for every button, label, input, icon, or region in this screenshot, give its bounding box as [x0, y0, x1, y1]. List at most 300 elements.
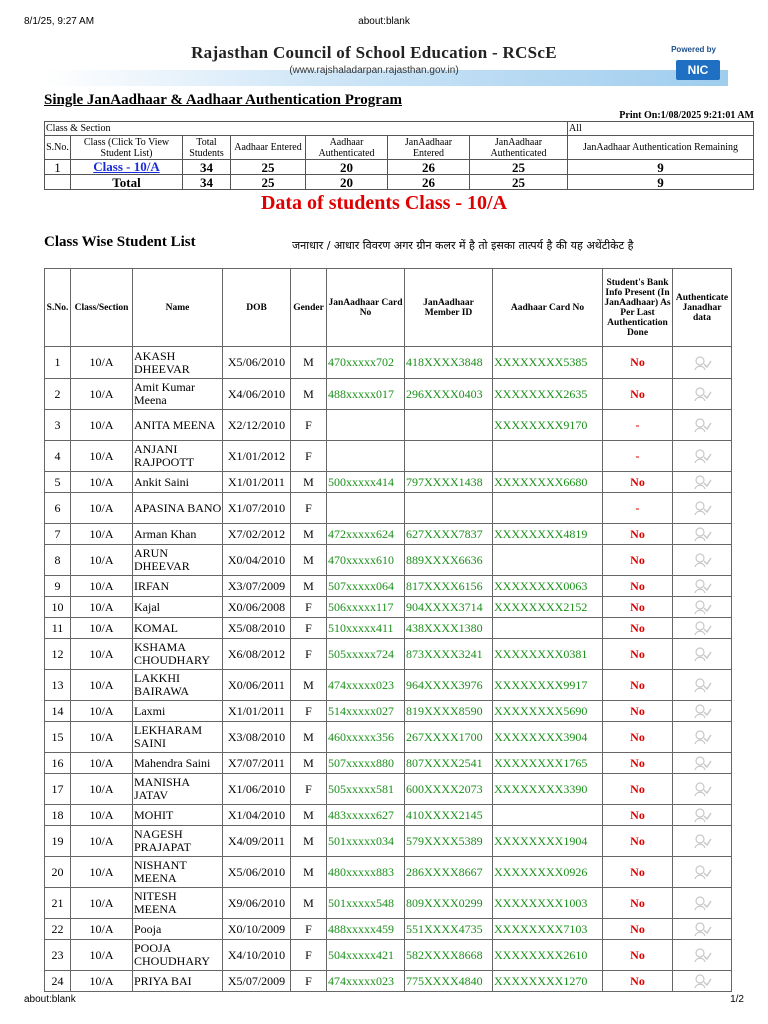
- table-row: [45, 618, 732, 639]
- student-mid-cell: 600XXXX2073: [405, 774, 493, 805]
- student-mid-cell: [405, 410, 493, 441]
- student-mid-cell: 775XXXX4840: [405, 971, 493, 992]
- authenticate-icon[interactable]: [692, 354, 712, 372]
- student-jan-cell: 460xxxxx356: [327, 722, 405, 753]
- student-aad-cell: XXXXXXXX0063: [493, 576, 603, 597]
- student-gender-cell: F: [291, 493, 327, 524]
- class-link-10a[interactable]: Class - 10/A: [93, 158, 160, 174]
- student-cls-cell: 10/A: [71, 597, 133, 618]
- student-mid-cell: 797XXXX1438: [405, 472, 493, 493]
- student-gender-cell: M: [291, 524, 327, 545]
- summary-cell: 34: [183, 160, 231, 175]
- student-table: [44, 268, 732, 992]
- student-name-cell: Arman Khan: [133, 524, 223, 545]
- student-aad-cell: XXXXXXXX6680: [493, 472, 603, 493]
- student-header-row: [45, 269, 732, 347]
- authenticate-icon[interactable]: [692, 946, 712, 964]
- student-aad-cell: XXXXXXXX2610: [493, 940, 603, 971]
- student-aad-cell: XXXXXXXX0926: [493, 857, 603, 888]
- authenticate-cell: [673, 857, 732, 888]
- table-row: [45, 524, 732, 545]
- student-cls-cell: 10/A: [71, 888, 133, 919]
- authenticate-cell: [673, 971, 732, 992]
- hindi-note: जनाधार / आधार विवरण अगर ग्रीन कलर में है तो इसका तात्पर्य है की यह अथेंटीकेट है: [292, 239, 634, 252]
- print-header: [24, 16, 744, 30]
- authenticate-icon[interactable]: [692, 645, 712, 663]
- summary-header: Class (Click To View Student List): [71, 136, 183, 160]
- authenticate-cell: [673, 919, 732, 940]
- authenticate-icon[interactable]: [692, 972, 712, 990]
- student-dob-cell: X1/01/2012: [223, 441, 291, 472]
- student-gender-cell: F: [291, 919, 327, 940]
- authenticate-cell: [673, 805, 732, 826]
- student-gender-cell: M: [291, 670, 327, 701]
- class-section-value: All: [568, 122, 754, 136]
- student-mid-cell: 410XXXX2145: [405, 805, 493, 826]
- student-name-cell: PRIYA BAI: [133, 971, 223, 992]
- student-mid-cell: 551XXXX4735: [405, 919, 493, 940]
- student-sno-cell: 22: [45, 919, 71, 940]
- student-jan-cell: 505xxxxx581: [327, 774, 405, 805]
- student-cls-cell: 10/A: [71, 493, 133, 524]
- table-row: [45, 774, 732, 805]
- print-footer: [24, 994, 744, 1008]
- student-mid-cell: 873XXXX3241: [405, 639, 493, 670]
- student-aad-cell: [493, 493, 603, 524]
- student-aad-cell: XXXXXXXX0381: [493, 639, 603, 670]
- student-mid-cell: 819XXXX8590: [405, 701, 493, 722]
- student-cls-cell: 10/A: [71, 940, 133, 971]
- authenticate-icon[interactable]: [692, 598, 712, 616]
- student-mid-cell: 267XXXX1700: [405, 722, 493, 753]
- student-aad-cell: XXXXXXXX9917: [493, 670, 603, 701]
- student-bank-cell: -: [603, 493, 673, 524]
- student-bank-cell: No: [603, 753, 673, 774]
- table-row: [45, 753, 732, 774]
- summary-cell: 25: [231, 175, 306, 190]
- student-sno-cell: 13: [45, 670, 71, 701]
- student-header: Class/Section: [71, 269, 133, 347]
- authenticate-cell: [673, 940, 732, 971]
- student-jan-cell: 501xxxxx548: [327, 888, 405, 919]
- student-bank-cell: No: [603, 524, 673, 545]
- student-cls-cell: 10/A: [71, 919, 133, 940]
- student-bank-cell: No: [603, 701, 673, 722]
- data-title: Data of students Class - 10/A: [260, 192, 508, 214]
- table-row: [45, 971, 732, 992]
- table-row: [45, 940, 732, 971]
- student-gender-cell: F: [291, 774, 327, 805]
- student-bank-cell: No: [603, 774, 673, 805]
- authenticate-cell: [673, 701, 732, 722]
- authenticate-cell: [673, 441, 732, 472]
- banner-url: (www.rajshaladarpan.rajasthan.gov.in): [289, 65, 459, 76]
- student-dob-cell: X0/06/2011: [223, 670, 291, 701]
- program-title: Single JanAadhaar & Aadhaar Authentication Program: [44, 92, 402, 108]
- student-jan-cell: 504xxxxx421: [327, 940, 405, 971]
- authenticate-icon[interactable]: [692, 499, 712, 517]
- student-name-cell: KSHAMA CHOUDHARY: [133, 639, 223, 670]
- student-jan-cell: [327, 493, 405, 524]
- student-mid-cell: 286XXXX8667: [405, 857, 493, 888]
- authenticate-icon[interactable]: [692, 447, 712, 465]
- student-sno-cell: 11: [45, 618, 71, 639]
- table-row: [45, 857, 732, 888]
- summary-header-row: [45, 136, 754, 160]
- student-jan-cell: 474xxxxx023: [327, 971, 405, 992]
- table-row: [45, 545, 732, 576]
- summary-cell: 20: [306, 160, 388, 175]
- student-jan-cell: 472xxxxx624: [327, 524, 405, 545]
- student-jan-cell: [327, 410, 405, 441]
- student-jan-cell: 510xxxxx411: [327, 618, 405, 639]
- student-sno-cell: 21: [45, 888, 71, 919]
- student-mid-cell: 627XXXX7837: [405, 524, 493, 545]
- authenticate-icon[interactable]: [692, 473, 712, 491]
- student-mid-cell: 296XXXX0403: [405, 379, 493, 410]
- student-name-cell: Ankit Saini: [133, 472, 223, 493]
- student-gender-cell: M: [291, 826, 327, 857]
- student-sno-cell: 9: [45, 576, 71, 597]
- table-row: [45, 472, 732, 493]
- student-aad-cell: XXXXXXXX2152: [493, 597, 603, 618]
- student-jan-cell: 505xxxxx724: [327, 639, 405, 670]
- student-aad-cell: XXXXXXXX3904: [493, 722, 603, 753]
- list-title: Class Wise Student List: [44, 234, 196, 250]
- student-name-cell: ANJANI RAJPOOTT: [133, 441, 223, 472]
- summary-cell: 1: [45, 160, 71, 175]
- authenticate-cell: [673, 410, 732, 441]
- student-aad-cell: XXXXXXXX4819: [493, 524, 603, 545]
- student-mid-cell: [405, 493, 493, 524]
- table-row: [45, 639, 732, 670]
- student-cls-cell: 10/A: [71, 472, 133, 493]
- student-cls-cell: 10/A: [71, 805, 133, 826]
- student-name-cell: MOHIT: [133, 805, 223, 826]
- student-header: S.No.: [45, 269, 71, 347]
- student-bank-cell: No: [603, 379, 673, 410]
- nic-logo: NIC: [676, 60, 720, 80]
- student-cls-cell: 10/A: [71, 857, 133, 888]
- student-gender-cell: F: [291, 618, 327, 639]
- student-bank-cell: No: [603, 597, 673, 618]
- student-sno-cell: 5: [45, 472, 71, 493]
- student-bank-cell: No: [603, 919, 673, 940]
- student-sno-cell: 15: [45, 722, 71, 753]
- summary-header: S.No.: [45, 136, 71, 160]
- student-jan-cell: 506xxxxx117: [327, 597, 405, 618]
- authenticate-cell: [673, 379, 732, 410]
- table-row: [45, 919, 732, 940]
- authenticate-cell: [673, 774, 732, 805]
- student-header: Authenticate Janadhar data: [673, 269, 732, 347]
- student-cls-cell: 10/A: [71, 826, 133, 857]
- student-gender-cell: F: [291, 410, 327, 441]
- authenticate-cell: [673, 545, 732, 576]
- student-sno-cell: 24: [45, 971, 71, 992]
- summary-header: Aadhaar Authenticated: [306, 136, 388, 160]
- table-row: [45, 805, 732, 826]
- student-jan-cell: 474xxxxx023: [327, 670, 405, 701]
- student-gender-cell: M: [291, 888, 327, 919]
- student-cls-cell: 10/A: [71, 701, 133, 722]
- authenticate-cell: [673, 472, 732, 493]
- student-dob-cell: X5/06/2010: [223, 347, 291, 379]
- summary-header: JanAadhaar Entered: [388, 136, 470, 160]
- table-row: [45, 576, 732, 597]
- student-cls-cell: 10/A: [71, 576, 133, 597]
- student-name-cell: LEKHARAM SAINI: [133, 722, 223, 753]
- student-jan-cell: [327, 441, 405, 472]
- authenticate-icon[interactable]: [692, 920, 712, 938]
- student-dob-cell: X1/01/2011: [223, 701, 291, 722]
- student-name-cell: ARUN DHEEVAR: [133, 545, 223, 576]
- authenticate-cell: [673, 722, 732, 753]
- table-row: [45, 597, 732, 618]
- student-mid-cell: 817XXXX6156: [405, 576, 493, 597]
- student-cls-cell: 10/A: [71, 410, 133, 441]
- student-bank-cell: No: [603, 971, 673, 992]
- student-sno-cell: 23: [45, 940, 71, 971]
- student-aad-cell: XXXXXXXX5690: [493, 701, 603, 722]
- student-gender-cell: M: [291, 379, 327, 410]
- student-dob-cell: X3/08/2010: [223, 722, 291, 753]
- rcsce-banner: [44, 40, 728, 88]
- summary-header: JanAadhaar Authentication Remaining: [568, 136, 754, 160]
- table-row: [45, 888, 732, 919]
- authenticate-icon[interactable]: [692, 780, 712, 798]
- student-cls-cell: 10/A: [71, 753, 133, 774]
- table-row: [45, 347, 732, 379]
- student-bank-cell: No: [603, 857, 673, 888]
- student-name-cell: APASINA BANO: [133, 493, 223, 524]
- authenticate-icon[interactable]: [692, 416, 712, 434]
- student-mid-cell: 904XXXX3714: [405, 597, 493, 618]
- student-sno-cell: 18: [45, 805, 71, 826]
- student-name-cell: LAKKHI BAIRAWA: [133, 670, 223, 701]
- student-mid-cell: 807XXXX2541: [405, 753, 493, 774]
- student-aad-cell: XXXXXXXX2635: [493, 379, 603, 410]
- banner-title: Rajasthan Council of School Education - RCScE: [191, 43, 557, 62]
- student-gender-cell: F: [291, 940, 327, 971]
- summary-header: Total Students: [183, 136, 231, 160]
- authenticate-icon[interactable]: [692, 728, 712, 746]
- student-dob-cell: X1/06/2010: [223, 774, 291, 805]
- student-dob-cell: X4/09/2011: [223, 826, 291, 857]
- summary-cell: 34: [183, 175, 231, 190]
- summary-cell: 25: [470, 175, 568, 190]
- student-cls-cell: 10/A: [71, 670, 133, 701]
- student-name-cell: Pooja: [133, 919, 223, 940]
- student-sno-cell: 1: [45, 347, 71, 379]
- student-bank-cell: No: [603, 639, 673, 670]
- authenticate-cell: [673, 597, 732, 618]
- student-sno-cell: 20: [45, 857, 71, 888]
- student-cls-cell: 10/A: [71, 545, 133, 576]
- summary-header: JanAadhaar Authenticated: [470, 136, 568, 160]
- authenticate-icon[interactable]: [692, 577, 712, 595]
- class-section-label: Class & Section: [45, 122, 568, 136]
- student-cls-cell: 10/A: [71, 722, 133, 753]
- student-cls-cell: 10/A: [71, 618, 133, 639]
- student-mid-cell: [405, 441, 493, 472]
- student-dob-cell: X7/07/2011: [223, 753, 291, 774]
- student-gender-cell: M: [291, 472, 327, 493]
- student-jan-cell: 501xxxxx034: [327, 826, 405, 857]
- student-sno-cell: 16: [45, 753, 71, 774]
- student-bank-cell: No: [603, 545, 673, 576]
- student-aad-cell: XXXXXXXX9170: [493, 410, 603, 441]
- student-bank-cell: No: [603, 618, 673, 639]
- authenticate-cell: [673, 639, 732, 670]
- student-name-cell: IRFAN: [133, 576, 223, 597]
- student-sno-cell: 2: [45, 379, 71, 410]
- summary-cell: 26: [388, 160, 470, 175]
- student-name-cell: KOMAL: [133, 618, 223, 639]
- student-bank-cell: No: [603, 576, 673, 597]
- student-aad-cell: [493, 618, 603, 639]
- summary-cell: 9: [568, 160, 754, 175]
- student-jan-cell: 507xxxxx880: [327, 753, 405, 774]
- student-dob-cell: X5/06/2010: [223, 857, 291, 888]
- authenticate-icon[interactable]: [692, 832, 712, 850]
- authenticate-icon[interactable]: [692, 385, 712, 403]
- authenticate-icon[interactable]: [692, 894, 712, 912]
- student-cls-cell: 10/A: [71, 774, 133, 805]
- student-gender-cell: F: [291, 639, 327, 670]
- authenticate-icon[interactable]: [692, 525, 712, 543]
- authenticate-cell: [673, 753, 732, 774]
- student-cls-cell: 10/A: [71, 347, 133, 379]
- student-header: JanAadhaar Card No: [327, 269, 405, 347]
- student-sno-cell: 19: [45, 826, 71, 857]
- authenticate-cell: [673, 618, 732, 639]
- print-page-title: about:blank: [358, 16, 410, 27]
- student-header: Student's Bank Info Present (In JanAadhaar) As Per Last Authentication Done: [603, 269, 673, 347]
- student-mid-cell: 889XXXX6636: [405, 545, 493, 576]
- authenticate-cell: [673, 524, 732, 545]
- summary-cell: 26: [388, 175, 470, 190]
- student-dob-cell: X6/08/2012: [223, 639, 291, 670]
- student-name-cell: NAGESH PRAJAPAT: [133, 826, 223, 857]
- student-dob-cell: X7/02/2012: [223, 524, 291, 545]
- student-sno-cell: 4: [45, 441, 71, 472]
- student-aad-cell: [493, 441, 603, 472]
- student-jan-cell: 507xxxxx064: [327, 576, 405, 597]
- student-gender-cell: M: [291, 722, 327, 753]
- table-row: [45, 670, 732, 701]
- student-bank-cell: No: [603, 826, 673, 857]
- student-bank-cell: -: [603, 441, 673, 472]
- student-bank-cell: No: [603, 940, 673, 971]
- student-dob-cell: X5/08/2010: [223, 618, 291, 639]
- print-datetime: 8/1/25, 9:27 AM: [24, 16, 95, 27]
- student-gender-cell: M: [291, 576, 327, 597]
- authenticate-cell: [673, 670, 732, 701]
- student-cls-cell: 10/A: [71, 379, 133, 410]
- student-dob-cell: X3/07/2009: [223, 576, 291, 597]
- student-name-cell: Kajal: [133, 597, 223, 618]
- student-jan-cell: 483xxxxx627: [327, 805, 405, 826]
- student-gender-cell: M: [291, 805, 327, 826]
- student-dob-cell: X0/10/2009: [223, 919, 291, 940]
- student-bank-cell: No: [603, 805, 673, 826]
- authenticate-cell: [673, 493, 732, 524]
- student-dob-cell: X4/10/2010: [223, 940, 291, 971]
- footer-url: about:blank: [24, 994, 76, 1005]
- student-header: JanAadhaar Member ID: [405, 269, 493, 347]
- student-header: Name: [133, 269, 223, 347]
- student-jan-cell: 470xxxxx610: [327, 545, 405, 576]
- student-mid-cell: 438XXXX1380: [405, 618, 493, 639]
- student-bank-cell: No: [603, 670, 673, 701]
- student-dob-cell: X5/07/2009: [223, 971, 291, 992]
- summary-header: Aadhaar Entered: [231, 136, 306, 160]
- student-gender-cell: M: [291, 545, 327, 576]
- student-name-cell: AKASH DHEEVAR: [133, 347, 223, 379]
- authenticate-icon[interactable]: [692, 863, 712, 881]
- table-row: [45, 722, 732, 753]
- summary-total-row: [45, 175, 754, 190]
- authenticate-cell: [673, 576, 732, 597]
- table-row: [45, 410, 732, 441]
- student-name-cell: NITESH MEENA: [133, 888, 223, 919]
- student-jan-cell: 500xxxxx414: [327, 472, 405, 493]
- summary-cell: 25: [231, 160, 306, 175]
- student-dob-cell: X9/06/2010: [223, 888, 291, 919]
- student-sno-cell: 6: [45, 493, 71, 524]
- student-jan-cell: 470xxxxx702: [327, 347, 405, 379]
- authenticate-icon[interactable]: [692, 702, 712, 720]
- authenticate-cell: [673, 347, 732, 379]
- student-sno-cell: 17: [45, 774, 71, 805]
- summary-cell: 9: [568, 175, 754, 190]
- student-dob-cell: X2/12/2010: [223, 410, 291, 441]
- table-row: [45, 493, 732, 524]
- student-aad-cell: XXXXXXXX1765: [493, 753, 603, 774]
- student-aad-cell: [493, 805, 603, 826]
- authenticate-icon[interactable]: [692, 806, 712, 824]
- student-gender-cell: M: [291, 753, 327, 774]
- student-jan-cell: 480xxxxx883: [327, 857, 405, 888]
- student-name-cell: Laxmi: [133, 701, 223, 722]
- student-dob-cell: X0/04/2010: [223, 545, 291, 576]
- student-aad-cell: XXXXXXXX5385: [493, 347, 603, 379]
- student-sno-cell: 10: [45, 597, 71, 618]
- student-sno-cell: 8: [45, 545, 71, 576]
- authenticate-cell: [673, 888, 732, 919]
- table-row: [45, 701, 732, 722]
- summary-table: [44, 121, 754, 190]
- authenticate-icon[interactable]: [692, 551, 712, 569]
- powered-by-label: Powered by: [671, 45, 716, 54]
- authenticate-icon[interactable]: [692, 676, 712, 694]
- authenticate-cell: [673, 826, 732, 857]
- student-aad-cell: XXXXXXXX1904: [493, 826, 603, 857]
- student-dob-cell: X0/06/2008: [223, 597, 291, 618]
- student-header: Aadhaar Card No: [493, 269, 603, 347]
- authenticate-icon[interactable]: [692, 619, 712, 637]
- table-row: [45, 379, 732, 410]
- student-aad-cell: XXXXXXXX1003: [493, 888, 603, 919]
- student-mid-cell: 582XXXX8668: [405, 940, 493, 971]
- student-bank-cell: No: [603, 722, 673, 753]
- student-sno-cell: 12: [45, 639, 71, 670]
- authenticate-icon[interactable]: [692, 754, 712, 772]
- summary-cell: 20: [306, 175, 388, 190]
- student-name-cell: Amit Kumar Meena: [133, 379, 223, 410]
- student-name-cell: NISHANT MEENA: [133, 857, 223, 888]
